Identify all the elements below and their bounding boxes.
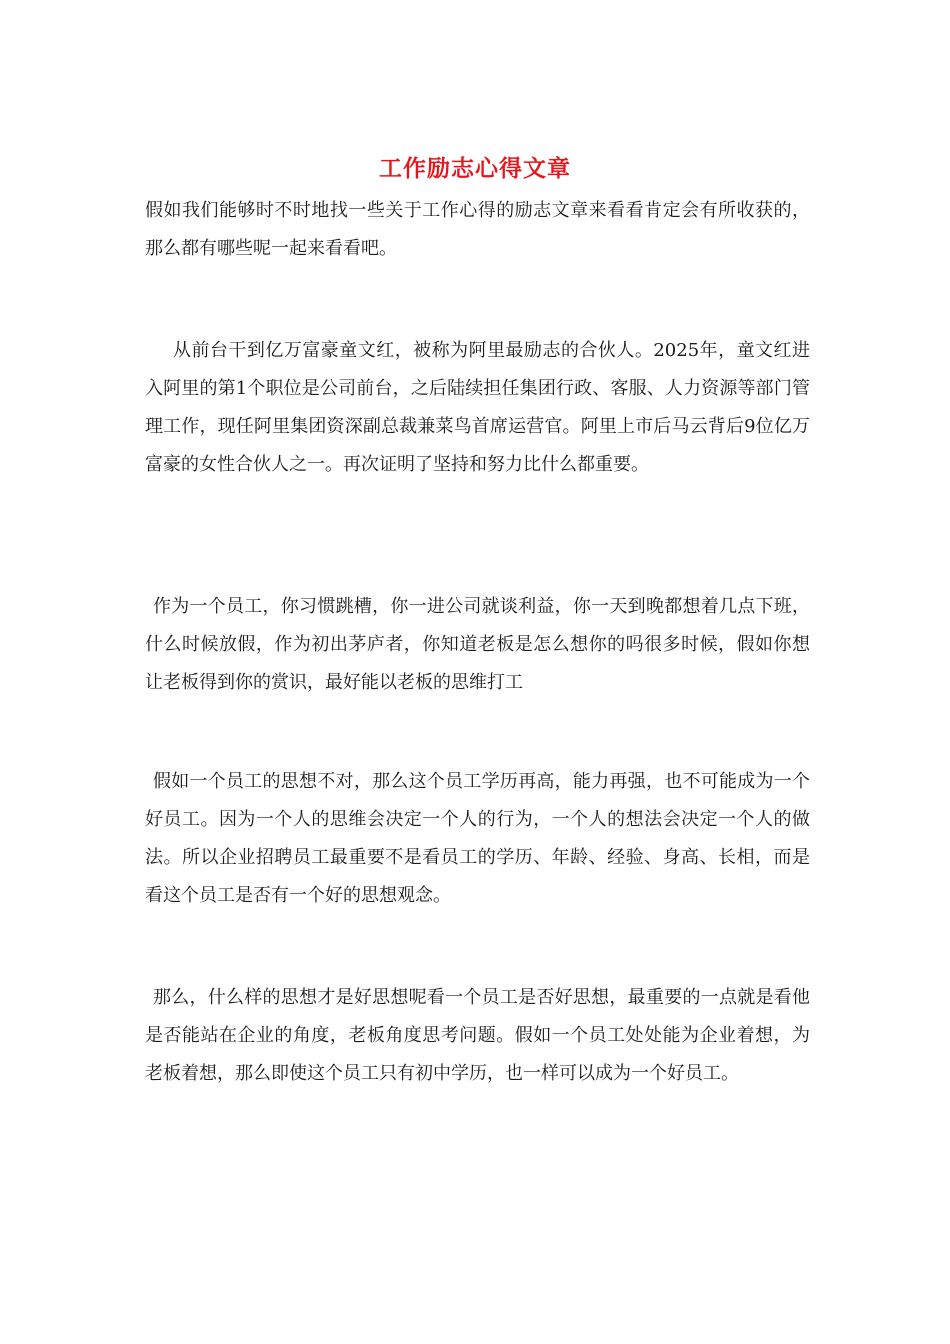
- paragraph-good-thinking: 那么，什么样的思想才是好思想呢看一个员工是否好思想，最重要的一点就是看他是否能站在企业的角度，老板角度思考问题。假如一个员工处处能为企业着想，为老板着想，那么即使这个员工只有初中学历，也一样可以成为一个好员工。: [145, 987, 810, 1084]
- paragraph-intro: 假如我们能够时不时地找一些关于工作心得的励志文章来看看肯定会有所收获的，那么都有哪些呢一起来看看吧。: [145, 200, 810, 259]
- paragraph-employee-habits: 作为一个员工，你习惯跳槽，你一进公司就谈利益，你一天到晚都想着几点下班，什么时候放假，作为初出茅庐者，你知道老板是怎么想你的吗很多时候，假如你想让老板得到你的赏识，最好能以老板的思维打工: [145, 596, 810, 693]
- paragraph-employee-thinking: 假如一个员工的思想不对，那么这个员工学历再高，能力再强，也不可能成为一个好员工。因为一个人的思维会决定一个人的行为，一个人的想法会决定一个人的做法。所以企业招聘员工最重要不是看员工的学历、年龄、经验、身高、长相，而是看这个员工是否有一个好的思想观念。: [145, 771, 810, 906]
- paragraph-tong-wenhong: 从前台干到亿万富豪童文红，被称为阿里最励志的合伙人。2025年，童文红进入阿里的第1个职位是公司前台，之后陆续担任集团行政、客服、人力资源等部门管理工作，现任阿里集团资深副总裁兼菜鸟首席运营官。阿里上市后马云背后9位亿万富豪的女性合伙人之一。再次证明了坚持和努力比什么都重要。: [145, 340, 810, 475]
- document-title: 工作励志心得文章: [379, 155, 571, 182]
